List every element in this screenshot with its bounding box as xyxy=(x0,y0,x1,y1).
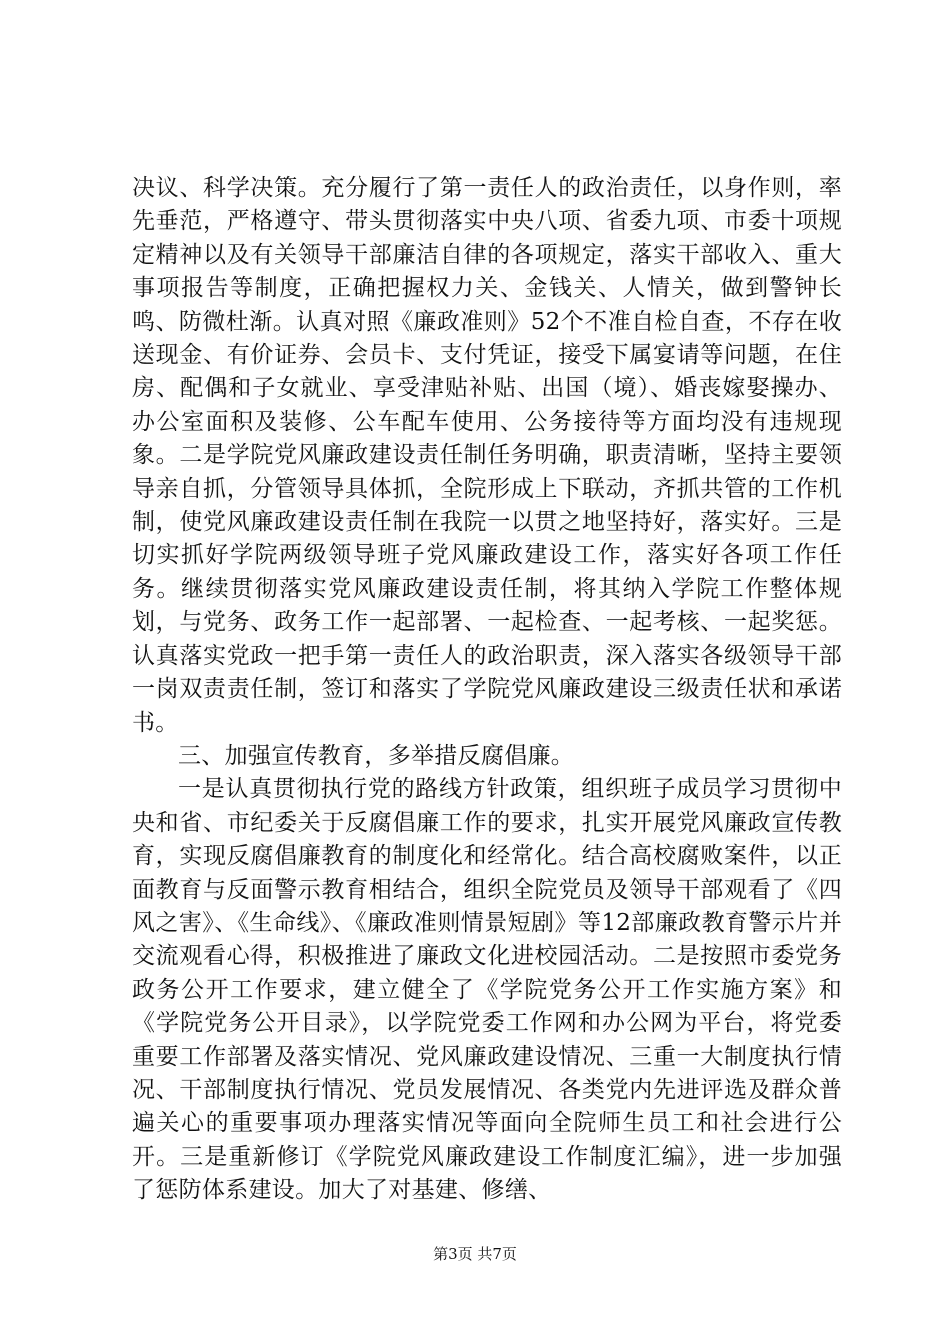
document-body xyxy=(132,172,842,1208)
section-heading: 三、加强宣传教育，多举措反腐倡廉。 xyxy=(178,742,575,769)
paragraph-continuation: 决议、科学决策。充分履行了第一责任人的政治责任，以身作则，率先垂范，严格遵守、带头贯彻落实中央八项、省委九项、市委十项规定精神以及有关领导干部廉洁自律的各项规定，落实干部收入、重大事项报告等制度，正确把握权力关、金钱关、人情关，做到警钟长鸣、防微杜渐。认真对照《廉政准则》52个不准自检自查，不存在收送现金、有价证券、会员卡、支付凭证，接受下属宴请等问题，在住房、配偶和子女就业、享受津贴补贴、出国（境）、婚丧嫁娶操办、办公室面积及装修、公车配车使用、公务接待等方面均没有违规现象。二是学院党风廉政建设责任制任务明确，职责清晰，坚持主要领导亲自抓，分管领导具体抓，全院形成上下联动，齐抓共管的工作机制，使党风廉政建设责任制在我院一以贯之地坚持好，落实好。三是切实抓好学院两级领导班子党风廉政建设工作，落实好各项工作任务。继续贯彻落实党风廉政建设责任制，将其纳入学院工作整体规划，与党务、政务工作一起部署、一起检查、一起考核、一起奖惩。认真落实党政一把手第一责任人的政治职责，深入落实各级领导干部一岗双责责任制，签订和落实了学院党风廉政建设三级责任状和承诺书。 xyxy=(132,175,842,736)
paragraph-body: 一是认真贯彻执行党的路线方针政策，组织班子成员学习贯彻中央和省、市纪委关于反腐倡廉工作的要求，扎实开展党风廉政宣传教育，实现反腐倡廉教育的制度化和经常化。结合高校腐败案件，以正面教育与反面警示教育相结合，组织全院党员及领导干部观看了《四风之害》、《生命线》、《廉政准则情景短剧》等12部廉政教育警示片并交流观看心得，积极推进了廉政文化进校园活动。二是按照市委党务政务公开工作要求，建立健全了《学院党务公开工作实施方案》和《学院党务公开目录》，以学院党委工作网和办公网为平台，将党委重要工作部署及落实情况、党风廉政建设情况、三重一大制度执行情况、干部制度执行情况、党员发展情况、各类党内先进评选及群众普遍关心的重要事项办理落实情况等面向全院师生员工和社会进行公开。三是重新修订《学院党风廉政建设工作制度汇编》，进一步加强了惩防体系建设。加大了对基建、修缮、 xyxy=(132,776,842,1204)
page-number-footer: 第3页 共7页 xyxy=(433,1245,517,1263)
